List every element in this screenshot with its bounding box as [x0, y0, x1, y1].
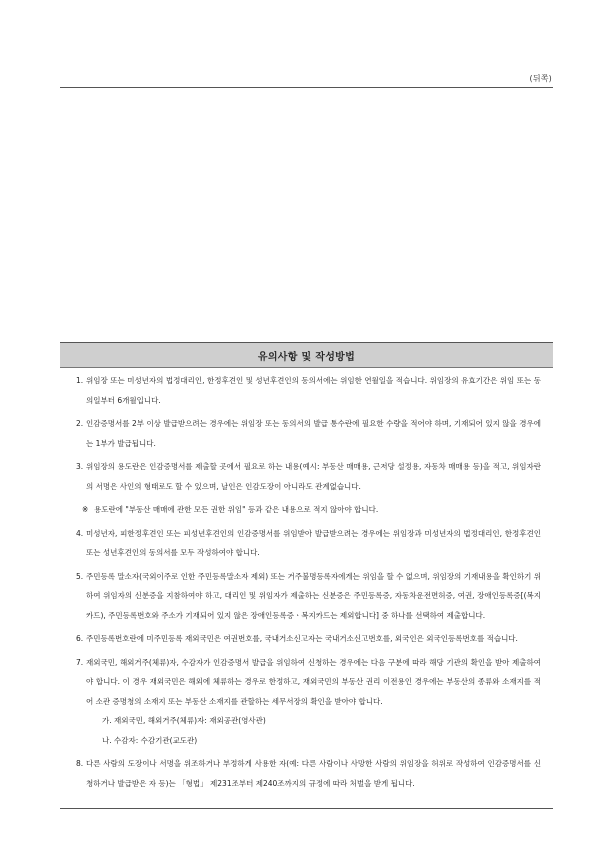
note-number: 4.: [76, 528, 84, 538]
note-item-8: [76, 754, 541, 793]
note-item-6: [76, 629, 541, 649]
note-mark: ※: [82, 505, 89, 514]
note-number: 6.: [76, 634, 84, 643]
notes-body: [60, 367, 553, 809]
note-text: 위임장의 용도란은 인감증명서를 제출할 곳에서 필요로 하는 내용(예시: 부동산 매매용, 근저당 설정용, 자동차 매매용 등)을 적고, 위임자란의 서명은 사인의 형태로도 할 수 있으며, 날인은 인감도장이 아니라도 관계없습니다.: [86, 462, 541, 491]
note-subitem: 가. 재외국민, 해외거주(체류)자: 재외공관(영사관): [102, 716, 266, 725]
note-text: 주민등록번호란에 미주민등록 재외국민은 여권번호를, 국내거소신고자는 국내거소신고번호를, 외국인은 외국인등록번호를 적습니다.: [86, 634, 518, 643]
note-item-star: [76, 500, 541, 520]
note-item-4: [76, 524, 541, 563]
note-number: 7.: [76, 657, 84, 667]
page-side-label: (뒤쪽): [529, 74, 552, 83]
note-number: 5.: [76, 571, 84, 581]
note-number: 8.: [76, 759, 84, 768]
note-text: 다른 사람의 도장이나 서명을 위조하거나 부정하게 사용한 자(예: 다른 사람이나 사망한 사람의 위임장을 허위로 작성하여 인감증명서를 신청하거나 발급받은 자 등)는 「형법」 제231조부터 제240조까지의 규정에 따라 처벌을 받게 됩니다.: [86, 759, 541, 788]
note-number: 3.: [76, 462, 84, 471]
note-number: 1.: [76, 376, 84, 385]
note-text: 주민등록 말소자(국외이주로 인한 주민등록말소자 제외) 또는 거주불명등록자에게는 위임을 할 수 없으며, 위임장의 기재내용을 확인하기 위하여 위임자의 신분증을 지참하여야 하고, 대리인 및 위임자가 제출하는 신분증은 주민등록증, 자동차운전면허증, 여권, 장애인등록증[(복지카드), 주민등록번호와 주소가 기재되어 있지 않은 장애인등록증ㆍ복지카드는 제외합니다] 중 하나를 선택하여 제출합니다.: [86, 571, 541, 620]
note-text: 인감증명서를 2부 이상 발급받으려는 경우에는 위임장 또는 동의서의 발급 통수란에 필요한 수량을 적어야 하며, 기재되어 있지 않을 경우에는 1부가 발급됩니다.: [86, 419, 541, 448]
note-text: 용도란에 "부동산 매매에 관한 모든 권한 위임" 등과 같은 내용으로 적지 않아야 합니다.: [94, 505, 379, 514]
note-item-2: [76, 414, 541, 453]
note-item-1: [76, 371, 541, 410]
note-text: 재외국민, 해외거주(체류)자, 수감자가 인감증명서 발급을 위임하여 신청하는 경우에는 다음 구분에 따라 해당 기관의 확인을 받아 제출하여야 합니다. 이 경우 재외국민은 해외에 체류하는 경우로 한정하고, 재외국민의 부동산 권리 이전용인 경우에는 부동산의 종류와 소재지를 적어 소관 증명청의 소재지 또는 부동산 소재지를 관할하는 세무서장의 확인을 받아야 합니다.: [86, 657, 541, 706]
note-text: 위임장 또는 미성년자의 법정대리인, 한정후견인 및 성년후견인의 동의서에는 위임한 연월일을 적습니다. 위임장의 유효기간은 위임 또는 동의일부터 6개월입니다.: [86, 376, 541, 405]
note-item-5: [76, 567, 541, 626]
notes-title: 유의사항 및 작성방법: [60, 342, 553, 368]
note-item-3: [76, 457, 541, 496]
note-item-7: [76, 653, 541, 712]
note-text: 미성년자, 피한정후견인 또는 피성년후견인의 인감증명서를 위임받아 발급받으려는 경우에는 위임장과 미성년자의 법정대리인, 한정후견인 또는 성년후견인의 동의서를 모두 작성하여야 합니다.: [86, 528, 541, 557]
note-subitem: 나. 수감자: 수감기관(교도관): [102, 735, 198, 745]
top-rule: [60, 87, 553, 88]
note-number: 2.: [76, 419, 84, 428]
